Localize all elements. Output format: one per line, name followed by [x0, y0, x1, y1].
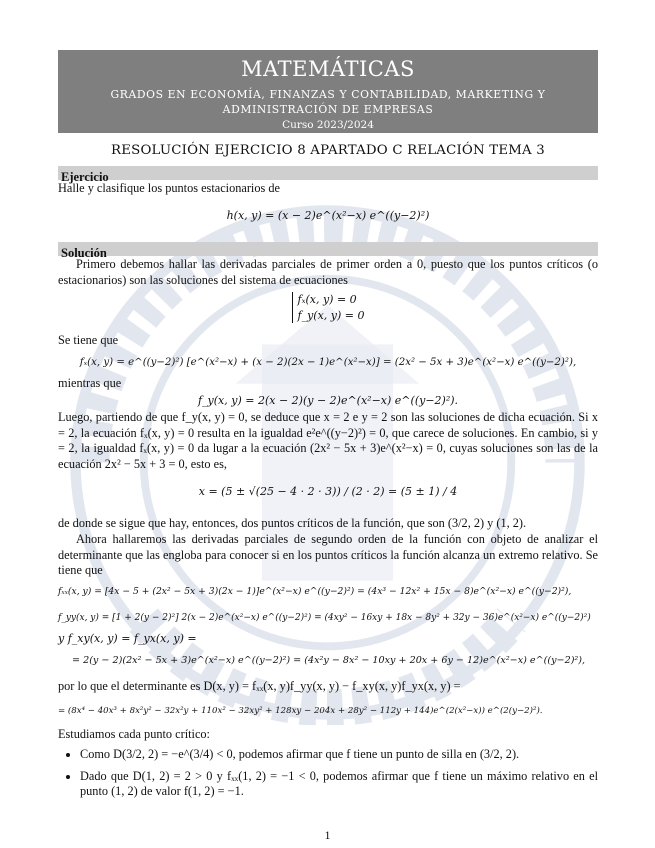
estudiamos-text: Estudiamos cada punto crítico: — [58, 727, 210, 741]
se-tiene-text: Se tiene que — [58, 333, 119, 347]
document-title: RESOLUCIÓN EJERCICIO 8 APARTADO C RELACIÓN TEMA 3 — [111, 143, 545, 158]
system-eq-1: fₓ(x, y) = 0 — [297, 293, 357, 306]
exercise-statement: Halle y clasifique los puntos estacionarios de — [58, 181, 280, 195]
course-header — [58, 50, 598, 133]
fxy-equation: y f_xy(x, y) = f_yx(x, y) = — [58, 632, 197, 645]
header-course: Curso 2023/2024 — [282, 119, 374, 131]
critical-points-text: de donde se sigue que hay, entonces, dos puntos críticos de la función, que son (3/2, 2) y (1, 2). — [58, 516, 527, 530]
mientras-text: mientras que — [58, 376, 122, 390]
equation-system — [58, 292, 598, 323]
fx-equation: fₓ(x, y) = e^((y−2)²) [e^(x²−x) + (x − 2)(2x − 1)e^(x²−x)] = (2x² − 5x + 3)e^(x²−x) e^((y−2)²), — [79, 357, 577, 368]
luego-paragraph: Luego, partiendo de que f_y(x, y) = 0, se deduce que x = 2 e y = 2 son las soluciones de dicha ecuación. Si x = 2, la ecuación fₓ(x, y) = 0 resulta en la igualdad e²e^((y−2)²) = 0, que carece de soluciones. En cambio, si y = 2, la igualdad fₓ(x, y) = 0 da lugar a la ecuación (2x² − 5x + 3)e^(x²−x) = 0, cuyas soluciones son las de la ecuación 2x² − 5x + 3 = 0, esto es, — [58, 410, 598, 472]
system-eq-2: f_y(x, y) = 0 — [297, 308, 365, 322]
exercise-heading-bar — [58, 166, 598, 184]
fxx-equation: fₓₓ(x, y) = [4x − 5 + (2x² − 5x + 3)(2x − 1)]e^(x²−x) e^((y−2)²) = (4x³ − 12x² + 15x − 8)e^(x²−x) e^((y−2)²), — [58, 586, 572, 597]
fxy-equation-expanded: = 2(y − 2)(2x² − 5x + 3)e^(x²−x) e^((y−2)²) = (4x²y − 8x² − 10xy + 20x + 6y − 12)e^(x²−x) e^((y−2)²), — [72, 655, 586, 666]
determinant-intro: por lo que el determinante es D(x, y) = fₓₓ(x, y)f_yy(x, y) − f_xy(x, y)f_yx(x, y) = — [58, 679, 461, 693]
fyy-equation: f_yy(x, y) = [1 + 2(y − 2)²] 2(x − 2)e^(x²−x) e^((y−2)²) = (4xy² − 16xy + 18x − 8y² + 32y − 36)e^(x²−x) e^((y−2)²) — [58, 613, 591, 623]
solution-heading-bar — [58, 242, 598, 260]
solution-heading: Solución — [61, 246, 107, 260]
critical-points-list — [58, 747, 598, 806]
header-subtitle-line-1: GRADOS EN ECONOMÍA, FINANZAS Y CONTABILIDAD, MARKETING Y — [110, 88, 546, 101]
page-number: 1 — [324, 828, 331, 842]
list-item: • Como D(3/2, 2) = −e^(3/4) < 0, podemos afirmar que f tiene un punto de silla en (3/2, 2). — [80, 747, 598, 763]
second-order-paragraph: Ahora hallaremos las derivadas parciales de segundo orden de la función con objeto de analizar el determinante que las engloba para conocer si en los puntos críticos la función alcanza un extremo relativo. Se tiene que — [58, 532, 598, 578]
x-solution-equation: x = (5 ± √(25 − 4 · 2 · 3)) / (2 · 2) = (5 ± 1) / 4 — [198, 485, 458, 498]
list-item: • Dado que D(1, 2) = 2 > 0 y fₓₓ(1, 2) = −1 < 0, podemos afirmar que f tiene un máximo relativo en el punto (1, 2) de valor f(1, 2) = −1. — [80, 769, 598, 800]
fy-equation: f_y(x, y) = 2(x − 2)(y − 2)e^(x²−x) e^((y−2)²). — [197, 394, 459, 407]
solution-intro: Primero debemos hallar las derivadas parciales de primer orden a 0, puesto que los puntos críticos (o estacionarios) son las soluciones del sistema de ecuaciones — [58, 257, 598, 287]
header-subtitle-line-2: ADMINISTRACIÓN DE EMPRESAS — [222, 103, 434, 116]
determinant-equation: = (8x⁴ − 40x³ + 8x²y² − 32x²y + 110x² − 32xy² + 128xy − 204x + 28y² − 112y + 144)e^(2(x²−x)) e^(2(y−2)²). — [58, 706, 543, 716]
exercise-function: h(x, y) = (x − 2)e^(x²−x) e^((y−2)²) — [226, 209, 430, 222]
header-title: MATEMÁTICAS — [241, 57, 415, 81]
exercise-heading: Ejercicio — [61, 170, 109, 184]
